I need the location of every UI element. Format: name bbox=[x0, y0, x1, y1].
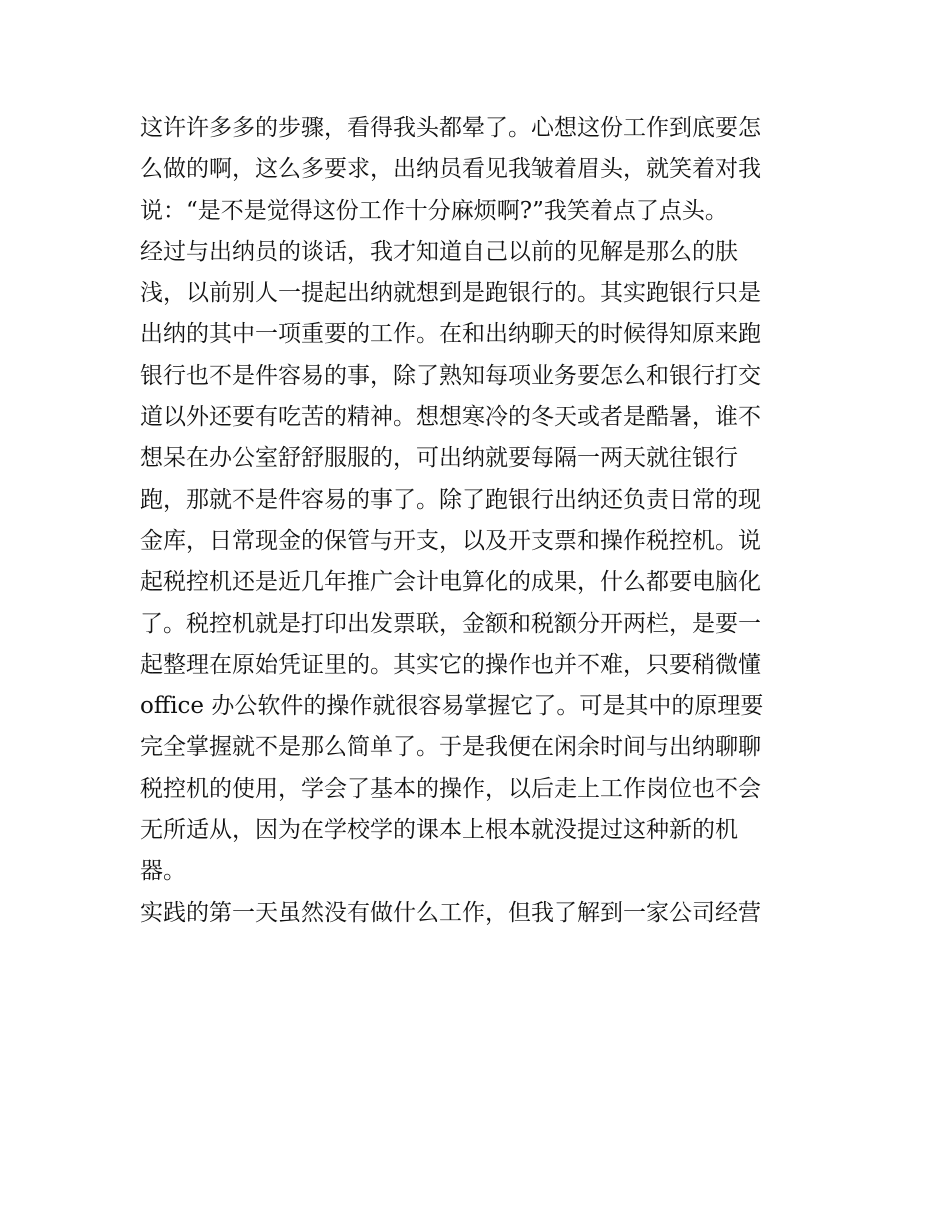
text-line: 经过与出纳员的谈话，我才知道自己以前的见解是那么的肤 bbox=[140, 238, 738, 265]
text-line: 完全掌握就不是那么简单了。于是我便在闲余时间与出纳聊聊 bbox=[140, 734, 761, 761]
text-line: 器。 bbox=[140, 858, 186, 885]
text-line: 么做的啊，这么多要求，出纳员看见我皱着眉头，就笑着对我 bbox=[140, 156, 761, 183]
text-line: 实践的第一天虽然没有做什么工作，但我了解到一家公司经营 bbox=[140, 899, 761, 926]
text-line: 无所适从，因为在学校学的课本上根本就没提过这种新的机 bbox=[140, 817, 738, 844]
text-line: 道以外还要有吃苦的精神。想想寒冷的冬天或者是酷暑，谁不 bbox=[140, 404, 761, 431]
text-line: 出纳的其中一项重要的工作。在和出纳聊天的时候得知原来跑 bbox=[140, 321, 761, 348]
text-line: 起整理在原始凭证里的。其实它的操作也并不难，只要稍微懂 bbox=[140, 651, 761, 678]
text-line: 这许许多多的步骤，看得我头都晕了。心想这份工作到底要怎 bbox=[140, 115, 761, 141]
text-line: 银行也不是件容易的事，除了熟知每项业务要怎么和银行打交 bbox=[140, 362, 761, 389]
text-line: 金库，日常现金的保管与开支，以及开支票和操作税控机。说 bbox=[140, 527, 761, 554]
text-line: 浅，以前别人一提起出纳就想到是跑银行的。其实跑银行只是 bbox=[140, 280, 761, 307]
body-text bbox=[140, 108, 815, 934]
text-line: office 办公软件的操作就很容易掌握它了。可是其中的原理要 bbox=[140, 693, 764, 720]
text-line: 说：“是不是觉得这份工作十分麻烦啊?”我笑着点了点头。 bbox=[140, 197, 728, 224]
text-line: 了。税控机就是打印出发票联，金额和税额分开两栏，是要一 bbox=[140, 610, 761, 637]
text-line: 起税控机还是近几年推广会计电算化的成果，什么都要电脑化 bbox=[140, 569, 761, 596]
text-line: 跑，那就不是件容易的事了。除了跑银行出纳还负责日常的现 bbox=[140, 486, 761, 513]
text-line: 想呆在办公室舒舒服服的，可出纳就要每隔一两天就往银行 bbox=[140, 445, 738, 472]
text-line: 税控机的使用，学会了基本的操作，以后走上工作岗位也不会 bbox=[140, 775, 761, 802]
